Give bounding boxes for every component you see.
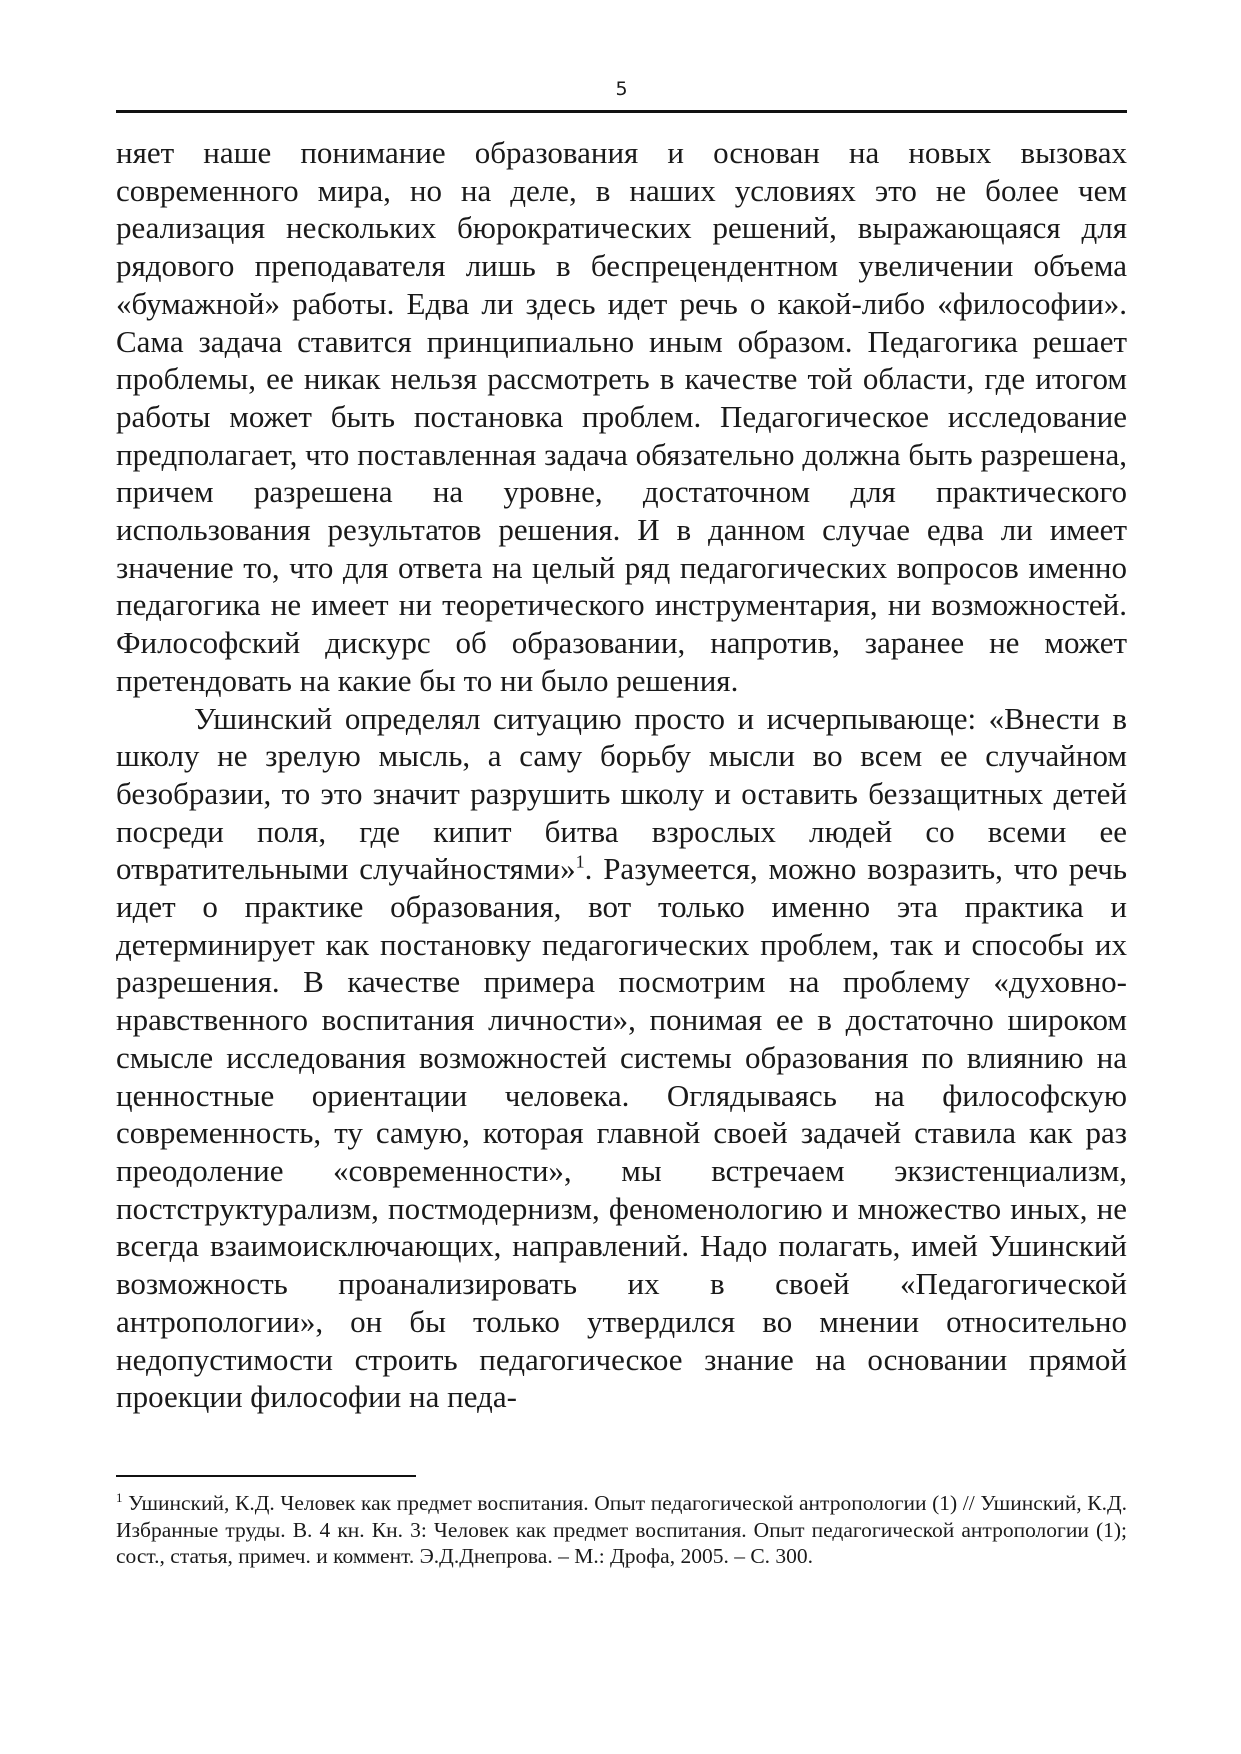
footnote-reference[interactable]: 1 xyxy=(575,852,585,873)
footnote-separator xyxy=(116,1475,416,1477)
paragraph-2-text-end: . Разумеется, можно возразить, что речь идет о практике образования, вот только именно эта практика и детерминирует как постановку педагогических проблем, так и способы их разрешения. В качестве примера посмотрим на проблему «духовно-нравственного воспитания личности», понимая ее в достаточно широком смысле исследования возможностей системы образования по влиянию на ценностные ориентации человека. Оглядываясь на философскую современность, ту самую, которая главной своей задачей ставила как раз преодоление «современности», мы встречаем экзистенциализм, постструктурализм, постмодернизм, феноменологию и множество иных, не всегда взаимоисключающих, направлений. Надо полагать, имей Ушинский возможность проанализировать их в своей «Педагогической антропологии», он бы только утвердился во мнении относительно недопустимости строить педагогическое знание на основании прямой проекции философии на педа- xyxy=(116,851,1127,1415)
page-number: 5 xyxy=(615,78,628,100)
paragraph-2 xyxy=(116,700,1127,1416)
paragraph-1: няет наше понимание образования и основан на новых вызовах современного мира, но на деле, в наших условиях это не более чем реализация нескольких бюрократических решений, выражающаяся для рядового преподавателя лишь в беспрецендентном увеличении объема «бумажной» работы. Едва ли здесь идет речь о какой-либо «философии». Сама задача ставится принципиально иным образом. Педагогика решает проблемы, ее никак нельзя рассмотреть в качестве той области, где итогом работы может быть постановка проблем. Педагогическое исследование предполагает, что поставленная задача обязательно должна быть разрешена, причем разрешена на уровне, достаточном для практического использования результатов решения. И в данном случае едва ли имеет значение то, что для ответа на целый ряд педагогических вопросов именно педагогика не имеет ни теоретического инструментария, ни возможностей. Философский дискурс об образовании, напротив, заранее не может претендовать на какие бы то ни было решения. xyxy=(116,135,1127,698)
footnote-marker: 1 xyxy=(116,1489,123,1505)
body-text xyxy=(116,134,1127,1416)
paragraph-2-text-start: Ушинский определял ситуацию просто и исчерпывающе: «Внести в школу не зрелую мысль, а саму борьбу мысли во всем ее случайном безобразии, то это значит разрушить школу и оставить беззащитных детей посреди поля, где кипит битва взрослых людей со всеми ее отвратительными случайностями» xyxy=(116,700,1127,887)
footnote xyxy=(116,1490,1127,1570)
header-rule xyxy=(116,110,1127,113)
document-page xyxy=(116,0,1127,1754)
footnote-text: Ушинский, К.Д. Человек как предмет воспитания. Опыт педагогической антропологии (1) // Ушинский, К.Д. Избранные труды. В. 4 кн. Кн. 3: Человек как предмет воспитания. Опыт педагогической антропологии (1); сост., статья, примеч. и коммент. Э.Д.Днепрова. – М.: Дрофа, 2005. – С. 300. xyxy=(116,1491,1127,1568)
